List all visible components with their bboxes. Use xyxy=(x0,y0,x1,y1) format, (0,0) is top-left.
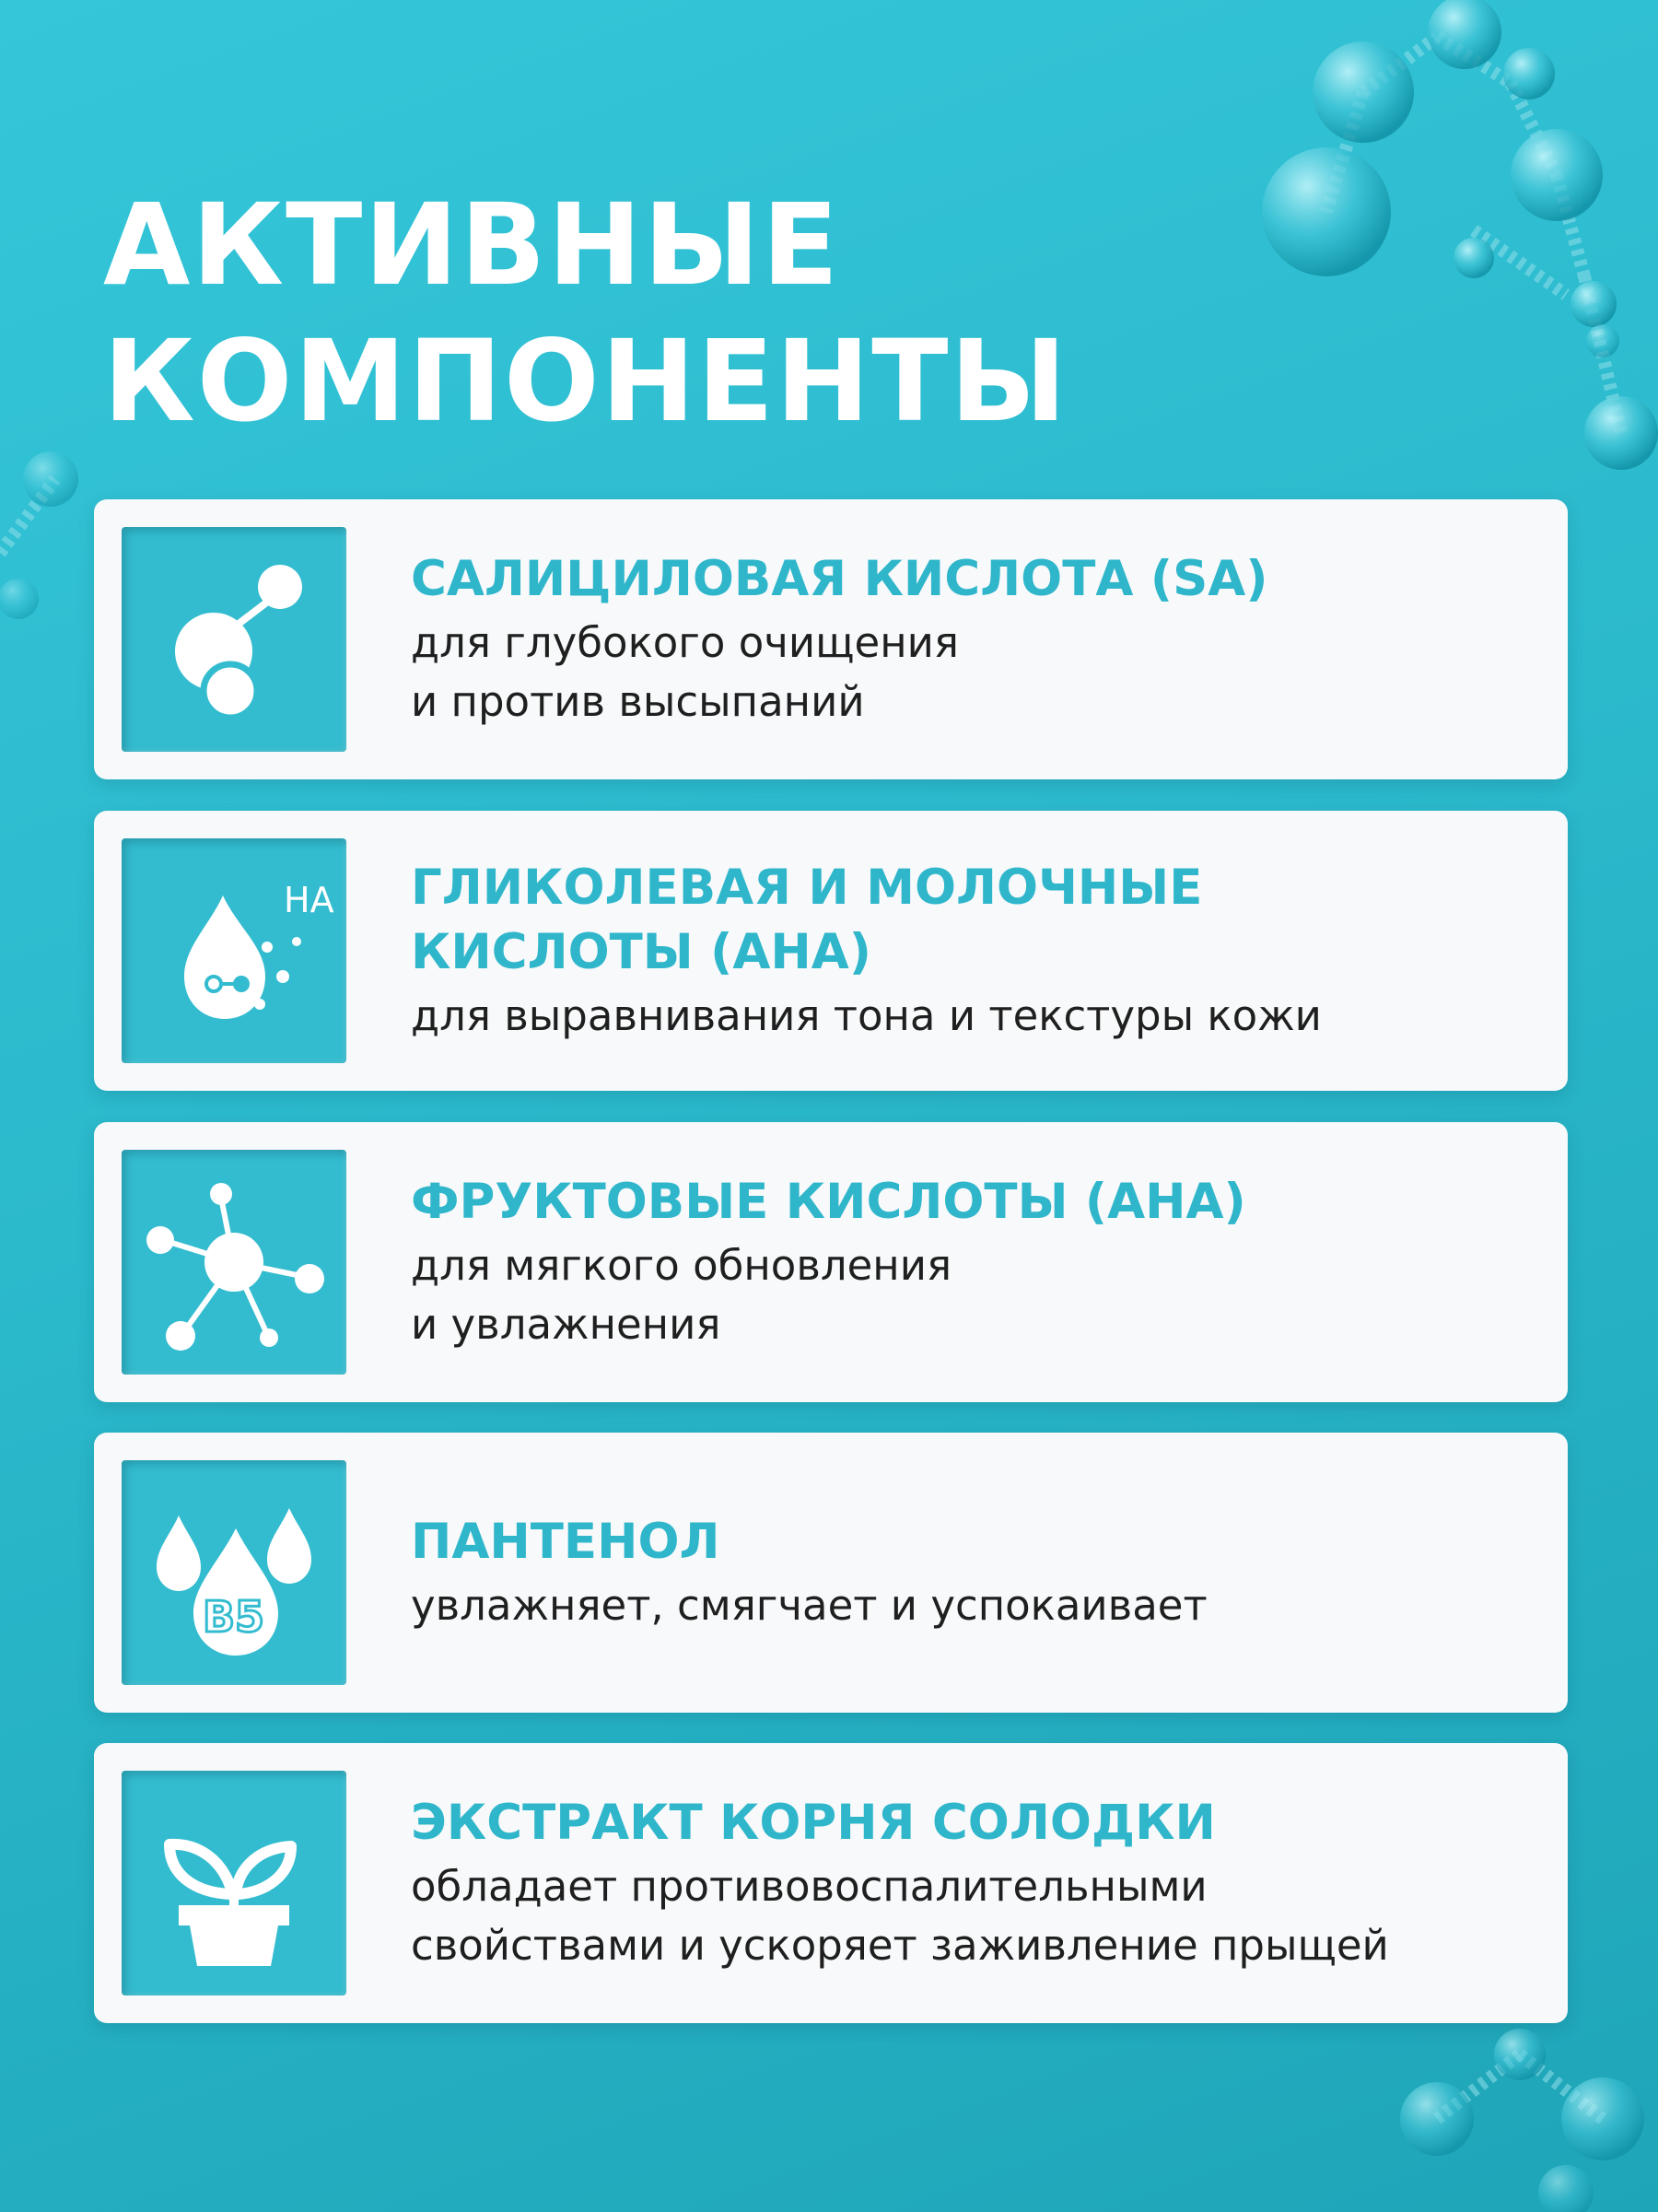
component-description: для выравнивания тона и текстуры кожи xyxy=(411,991,1322,1040)
component-title: ПАНТЕНОЛ xyxy=(411,1514,720,1570)
component-description: для мягкого обновления и увлажнения xyxy=(411,1241,952,1349)
icon-tile xyxy=(122,1771,346,1995)
atom-network-icon xyxy=(122,1150,346,1375)
component-title: ГЛИКОЛЕВАЯ И МОЛОЧНЫЕ КИСЛОТЫ (AHA) xyxy=(411,860,1203,980)
icon-tile xyxy=(122,1150,346,1375)
component-title: ЭКСТРАКТ КОРНЯ СОЛОДКИ xyxy=(411,1795,1216,1851)
molecule-icon xyxy=(122,527,346,752)
page-title-line2: КОМПОНЕНТЫ xyxy=(103,316,1068,447)
component-card-licorice-extract xyxy=(94,1743,1568,2023)
plant-pot-icon xyxy=(122,1771,346,1995)
component-title: ФРУКТОВЫЕ КИСЛОТЫ (AHA) xyxy=(411,1174,1246,1230)
page-title-line1: АКТИВНЫЕ xyxy=(103,180,841,310)
component-description: для глубокого очищения и против высыпаний xyxy=(411,618,959,726)
component-card-panthenol xyxy=(94,1433,1568,1713)
component-card-salicylic-acid xyxy=(94,499,1568,779)
component-description: увлажняет, смягчает и успокаивает xyxy=(411,1581,1208,1630)
icon-tile xyxy=(122,1460,346,1685)
hyaluronic-drop-icon xyxy=(122,838,346,1063)
icon-tile xyxy=(122,838,346,1063)
component-title: САЛИЦИЛОВАЯ КИСЛОТА (SA) xyxy=(411,551,1268,607)
ha-label: HA xyxy=(284,880,334,920)
b5-label: B5 xyxy=(203,1592,265,1642)
component-description: обладает противовоспалительными свойствами и ускоряет заживление прыщей xyxy=(411,1862,1389,1970)
component-card-aha-acids xyxy=(94,811,1568,1091)
page-title xyxy=(103,177,1068,450)
component-card-fruit-acids xyxy=(94,1122,1568,1402)
icon-tile xyxy=(122,527,346,752)
b5-drops-icon xyxy=(122,1460,346,1685)
